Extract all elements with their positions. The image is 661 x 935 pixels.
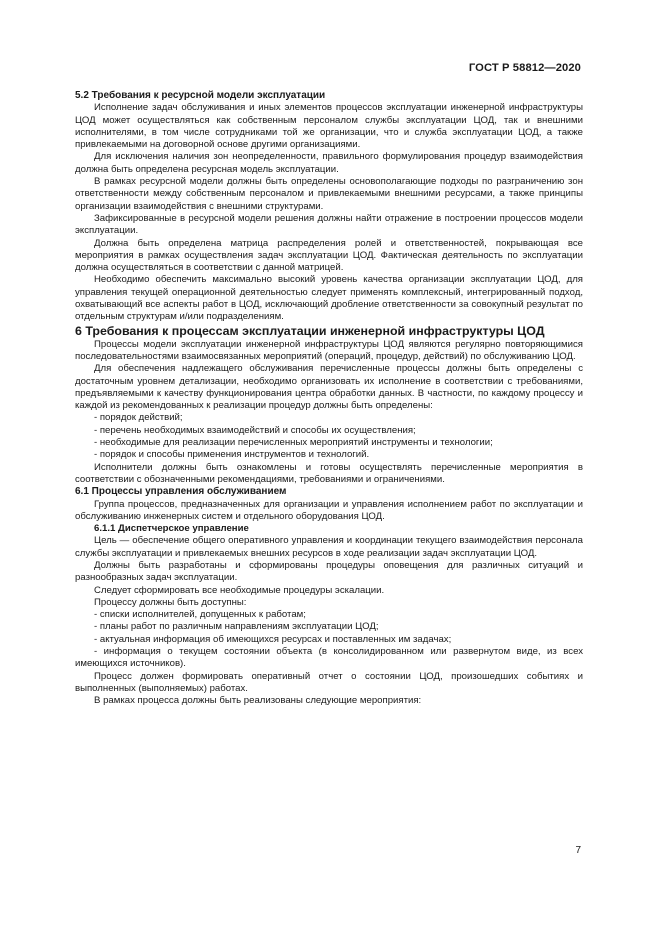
section-6-1-1-title: 6.1.1 Диспетчерское управление — [94, 523, 249, 535]
paragraph: Цель — обеспечение общего оперативного управления и координации текущего взаимодействия персонала службы эксплуатации и привлекаемых внешних ресурсов в ходе реализации задач эксплуатации ЦОД. — [75, 535, 583, 559]
paragraph: Для обеспечения надлежащего обслуживания перечисленные процессы должны быть определены с достаточным уровнем детализации, необходимо организовать их исполнение в соответствии с требованиями, предъявляемыми к качеству функционирования центра обработки данных. В частности, по каждому процессу и каждой из рекомендованных к реализации процедур должны быть определены: — [75, 363, 583, 412]
list-item: - планы работ по различным направлениям эксплуатации ЦОД; — [94, 621, 379, 633]
section-6-title: 6 Требования к процессам эксплуатации инженерной инфраструктуры ЦОД — [75, 323, 545, 338]
paragraph: Процесс должен формировать оперативный отчет о состоянии ЦОД, произошедших событиях и выполненных (выполняемых) работах. — [75, 670, 583, 694]
paragraph: Зафиксированные в ресурсной модели решения должны найти отражение в построении процессов модели эксплуатации. — [75, 212, 583, 237]
list-item: - порядок и способы применения инструментов и технологий. — [94, 449, 370, 461]
page-number: 7 — [575, 845, 581, 856]
section-6-1-title: 6.1 Процессы управления обслуживанием — [75, 486, 287, 498]
paragraph: В рамках процесса должны быть реализованы следующие мероприятия: — [94, 695, 422, 707]
paragraph: Должна быть определена матрица распределения ролей и ответственностей, покрывающая все мероприятия в рамках осуществления задач эксплуатации ЦОД. Фактическая деятельность по эксплуатации должна осуществляться в соответствии с данной матрицей. — [75, 237, 583, 274]
paragraph: Исполнители должны быть ознакомлены и готовы осуществлять перечисленные мероприятия в соответствии с обозначенными рекомендациями, требованиями и ограничениями. — [75, 461, 583, 485]
paragraph: Процессы модели эксплуатации инженерной инфраструктуры ЦОД являются регулярно повторяющимися последовательностями взаимосвязанных мероприятий (операций, процедур, действий) по обслуживанию ЦОД. — [75, 338, 583, 362]
paragraph: Должны быть разработаны и сформированы процедуры оповещения для различных ситуаций и разнообразных задач эксплуатации. — [75, 559, 583, 584]
page-content — [75, 90, 583, 708]
paragraph: Процессу должны быть доступны: — [94, 596, 247, 608]
paragraph: Следует сформировать все необходимые процедуры эскалации. — [94, 584, 385, 596]
list-item: - актуальная информация об имеющихся ресурсах и поставленных им задачах; — [94, 633, 452, 645]
list-item: - информация о текущем состоянии объекта (в консолидированном или развернутом виде, из всех имеющихся источников). — [75, 646, 583, 670]
paragraph: В рамках ресурсной модели должны быть определены основополагающие подходы по разграничению зон ответственности между собственным персоналом и привлекаемыми внешними ресурсами, а также принципы организации взаимодействия с внешними структурами. — [75, 176, 583, 212]
section-5-2-title: 5.2 Требования к ресурсной модели эксплуатации — [75, 90, 326, 101]
list-item: - необходимые для реализации перечисленных мероприятий инструменты и технологии; — [94, 437, 493, 449]
paragraph: Для исключения наличия зон неопределенности, правильного формулирования процедур взаимодействия должна быть определена ресурсная модель эксплуатации. — [75, 151, 583, 175]
list-item: - списки исполнителей, допущенных к работам; — [94, 609, 306, 621]
list-item: - перечень необходимых взаимодействий и способы их осуществления; — [94, 424, 416, 436]
paragraph: Исполнение задач обслуживания и иных элементов процессов эксплуатации инженерной инфраструктуры ЦОД может осуществляться как собственным персоналом службы эксплуатации ЦОД, так и внешними исполнителями, в том числе сотрудниками той же организации, что и служба эксплуатации ЦОД, а также привлекаемыми на договорной основе другими организациями. — [75, 102, 583, 151]
list-item: - порядок действий; — [94, 412, 183, 424]
paragraph: Группа процессов, предназначенных для организации и управления исполнением работ по эксплуатации и обслуживанию инженерных систем и отдельного оборудования ЦОД. — [75, 498, 583, 522]
document-code: ГОСТ Р 58812—2020 — [468, 62, 581, 74]
paragraph: Необходимо обеспечить максимально высокий уровень качества организации эксплуатации ЦОД, для управления текущей операционной деятельностью следует применять комплексный, интегрированный подход, охватывающий все аспекты работ в ЦОД, исключающий дробление ответственности за совокупный результат по отдельным структурам и/или подразделениям. — [75, 274, 583, 323]
